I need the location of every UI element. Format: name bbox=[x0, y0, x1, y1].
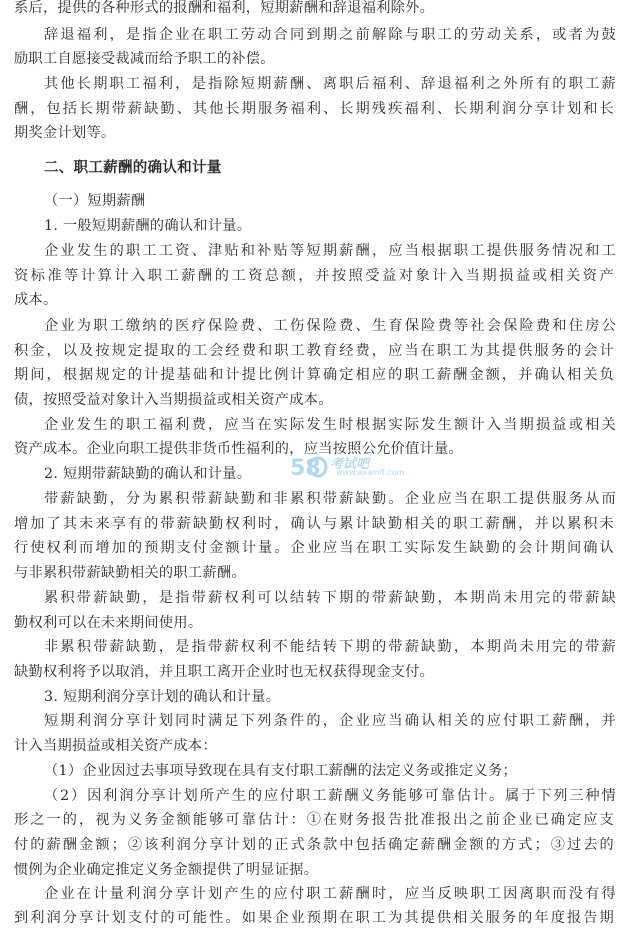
text-line: 缺勤权利将予以取消，并且职工离开企业时也无权获得现金支付。 bbox=[14, 664, 435, 680]
section-heading: 二、职工薪酬的确认和计量 bbox=[44, 160, 222, 176]
paragraph-line: 企业为职工缴纳的医疗保险费、工伤保险费、生育保险费等社会保险费和住房公 bbox=[44, 318, 616, 334]
paragraph-line: 累积带薪缺勤，是指带薪权利可以结转下期的带薪缺勤，本期尚未用完的带薪缺 bbox=[44, 590, 616, 606]
watermark-text: 考试吧 bbox=[330, 457, 370, 472]
watermark-url: www.exam8.com bbox=[336, 468, 405, 477]
subsection-heading: （一）短期薪酬 bbox=[44, 193, 146, 209]
text-line: 与非累积带薪缺勤相关的职工薪酬。 bbox=[14, 565, 246, 581]
paragraph-line: 企业发生的职工工资、津贴和补贴等短期薪酬，应当根据职工提供服务情况和工 bbox=[44, 243, 616, 259]
paragraph-line: 其他长期职工福利，是指除短期薪酬、离职后福利、辞退福利之外所有的职工薪 bbox=[44, 76, 616, 92]
paragraph-line: 企业在计量利润分享计划产生的应付职工薪酬时，应当反映职工因离职而没有得 bbox=[44, 886, 616, 902]
svg-text:58: 58 bbox=[290, 456, 321, 481]
item-heading: 1. 一般短期薪酬的确认和计量。 bbox=[44, 218, 252, 234]
text-line: 励职工自愿接受裁减而给予职工的补偿。 bbox=[14, 51, 275, 67]
text-line: 形之一的，视为义务金额能够可靠估计：①在财务报告批准报出之前企业已确定应支 bbox=[14, 812, 614, 828]
item-heading: 2. 短期带薪缺勤的确认和计量。 bbox=[44, 466, 252, 482]
text-line: 酬，包括长期带薪缺勤、其他长期服务福利、长期残疾福利、长期利润分享计划和长 bbox=[14, 101, 614, 117]
text-line: 期间，根据规定的计提基础和计提比例计算确定相应的职工薪酬金额，并确认相关负 bbox=[14, 367, 614, 383]
paragraph-line: 非累积带薪缺勤，是指带薪权利不能结转下期的带薪缺勤，本期尚未用完的带薪 bbox=[44, 639, 616, 655]
text-line: 付的薪酬金额；②该利润分享计划的正式条款中包括确定薪酬金额的方式；③过去的 bbox=[14, 837, 614, 853]
text-line: 行使权利而增加的预期支付金额计量。企业应当在职工实际发生缺勤的会计期间确认 bbox=[14, 540, 614, 556]
list-item: （2）因利润分享计划所产生的应付职工薪酬义务能够可靠估计。属于下列三种情 bbox=[44, 788, 616, 804]
paragraph-line: 企业发生的职工福利费，应当在实际发生时根据实际发生额计入当期损益或相关 bbox=[44, 417, 616, 433]
text-line: 到利润分享计划支付的可能性。如果企业预期在职工为其提供相关服务的年度报告期 bbox=[14, 910, 614, 926]
text-line: 期奖金计划等。 bbox=[14, 125, 116, 141]
text-line: 成本。 bbox=[14, 292, 58, 308]
text-line: 资标准等计算计入职工薪酬的工资总额，并按照受益对象计入当期损益或相关资产 bbox=[14, 268, 614, 284]
text-line: 系后，提供的各种形式的报酬和福利，短期薪酬和辞退福利除外。 bbox=[14, 0, 435, 16]
text-line: 债，按照受益对象计入当期损益或相关资产成本。 bbox=[14, 392, 333, 408]
paragraph-line: 短期利润分享计划同时满足下列条件的，企业应当确认相关的应付职工薪酬，并 bbox=[44, 713, 616, 729]
text-line: 勤权利可以在未来期间使用。 bbox=[14, 615, 203, 631]
text-line: 计入当期损益或相关资产成本： bbox=[14, 738, 217, 754]
text-line: 惯例为企业确定推定义务金额提供了明显证据。 bbox=[14, 862, 319, 878]
paragraph-line: 辞退福利，是指企业在职工劳动合同到期之前解除与职工的劳动关系，或者为鼓 bbox=[44, 27, 616, 43]
text-line: 资产成本。企业向职工提供非货币性福利的，应当按照公允价值计量。 bbox=[14, 441, 464, 457]
text-line: 增加了其未来享有的带薪缺勤权利时，确认与累计缺勤相关的职工薪酬，并以累积未 bbox=[14, 516, 614, 532]
text-line: 积金，以及按规定提取的工会经费和职工教育经费，应当在职工为其提供服务的会计 bbox=[14, 343, 614, 359]
item-heading: 3. 短期利润分享计划的确认和计量。 bbox=[44, 689, 281, 705]
paragraph-line: 带薪缺勤，分为累积带薪缺勤和非累积带薪缺勤。企业应当在职工提供服务从而 bbox=[44, 491, 616, 507]
list-item: （1）企业因过去事项导致现在具有支付职工薪酬的法定义务或推定义务； bbox=[44, 763, 517, 779]
